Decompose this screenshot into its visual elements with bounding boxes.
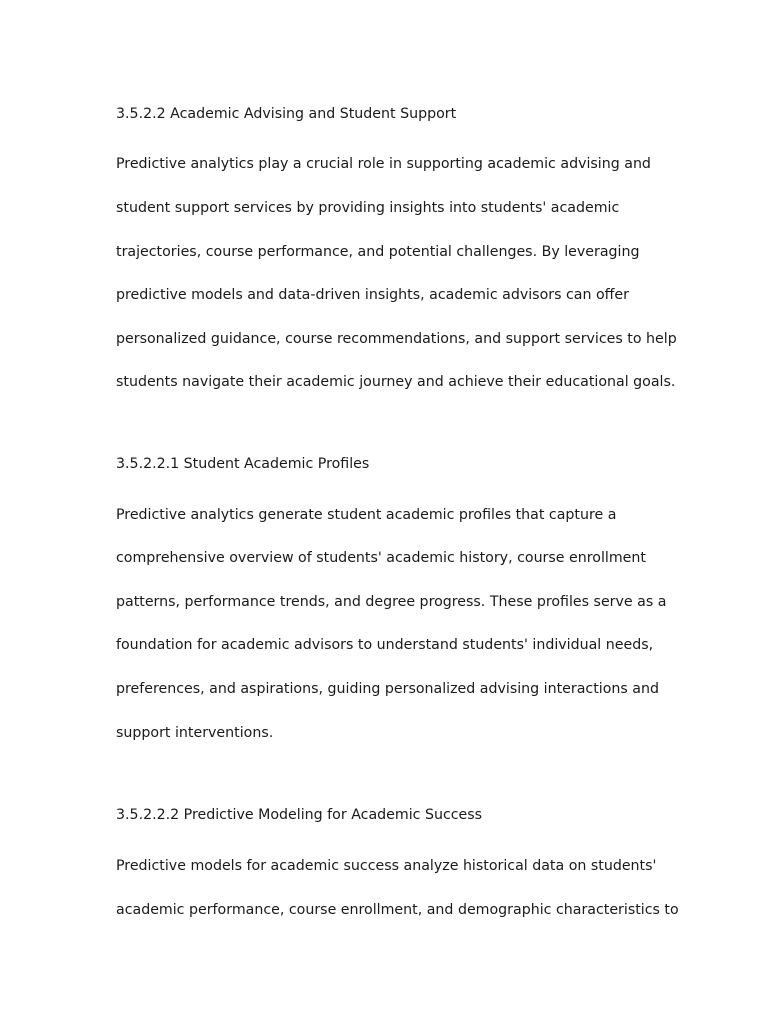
paragraph-line: Predictive analytics play a crucial role in supporting academic advising and [116, 156, 651, 172]
paragraph-line: patterns, performance trends, and degree progress. These profiles serve as a [116, 594, 667, 610]
paragraph-line: personalized guidance, course recommendations, and support services to help [116, 331, 677, 347]
section-heading: 3.5.2.2.2 Predictive Modeling for Academic Success [116, 807, 483, 823]
paragraph-line: trajectories, course performance, and potential challenges. By leveraging [116, 244, 640, 260]
paragraph-line: Predictive models for academic success analyze historical data on students' [116, 858, 657, 874]
paragraph-line: Predictive analytics generate student academic profiles that capture a [116, 507, 617, 523]
paragraph-line: student support services by providing insights into students' academic [116, 200, 620, 216]
paragraph-line: foundation for academic advisors to understand students' individual needs, [116, 637, 654, 653]
paragraph-line: predictive models and data-driven insights, academic advisors can offer [116, 287, 629, 303]
section-heading: 3.5.2.2 Academic Advising and Student Support [116, 106, 457, 122]
section-heading: 3.5.2.2.1 Student Academic Profiles [116, 456, 370, 472]
paragraph-line: academic performance, course enrollment, and demographic characteristics to [116, 902, 679, 918]
paragraph-line: students navigate their academic journey and achieve their educational goals. [116, 374, 676, 390]
paragraph-line: support interventions. [116, 725, 274, 741]
paragraph-line: comprehensive overview of students' academic history, course enrollment [116, 550, 646, 566]
paragraph-line: preferences, and aspirations, guiding personalized advising interactions and [116, 681, 660, 697]
